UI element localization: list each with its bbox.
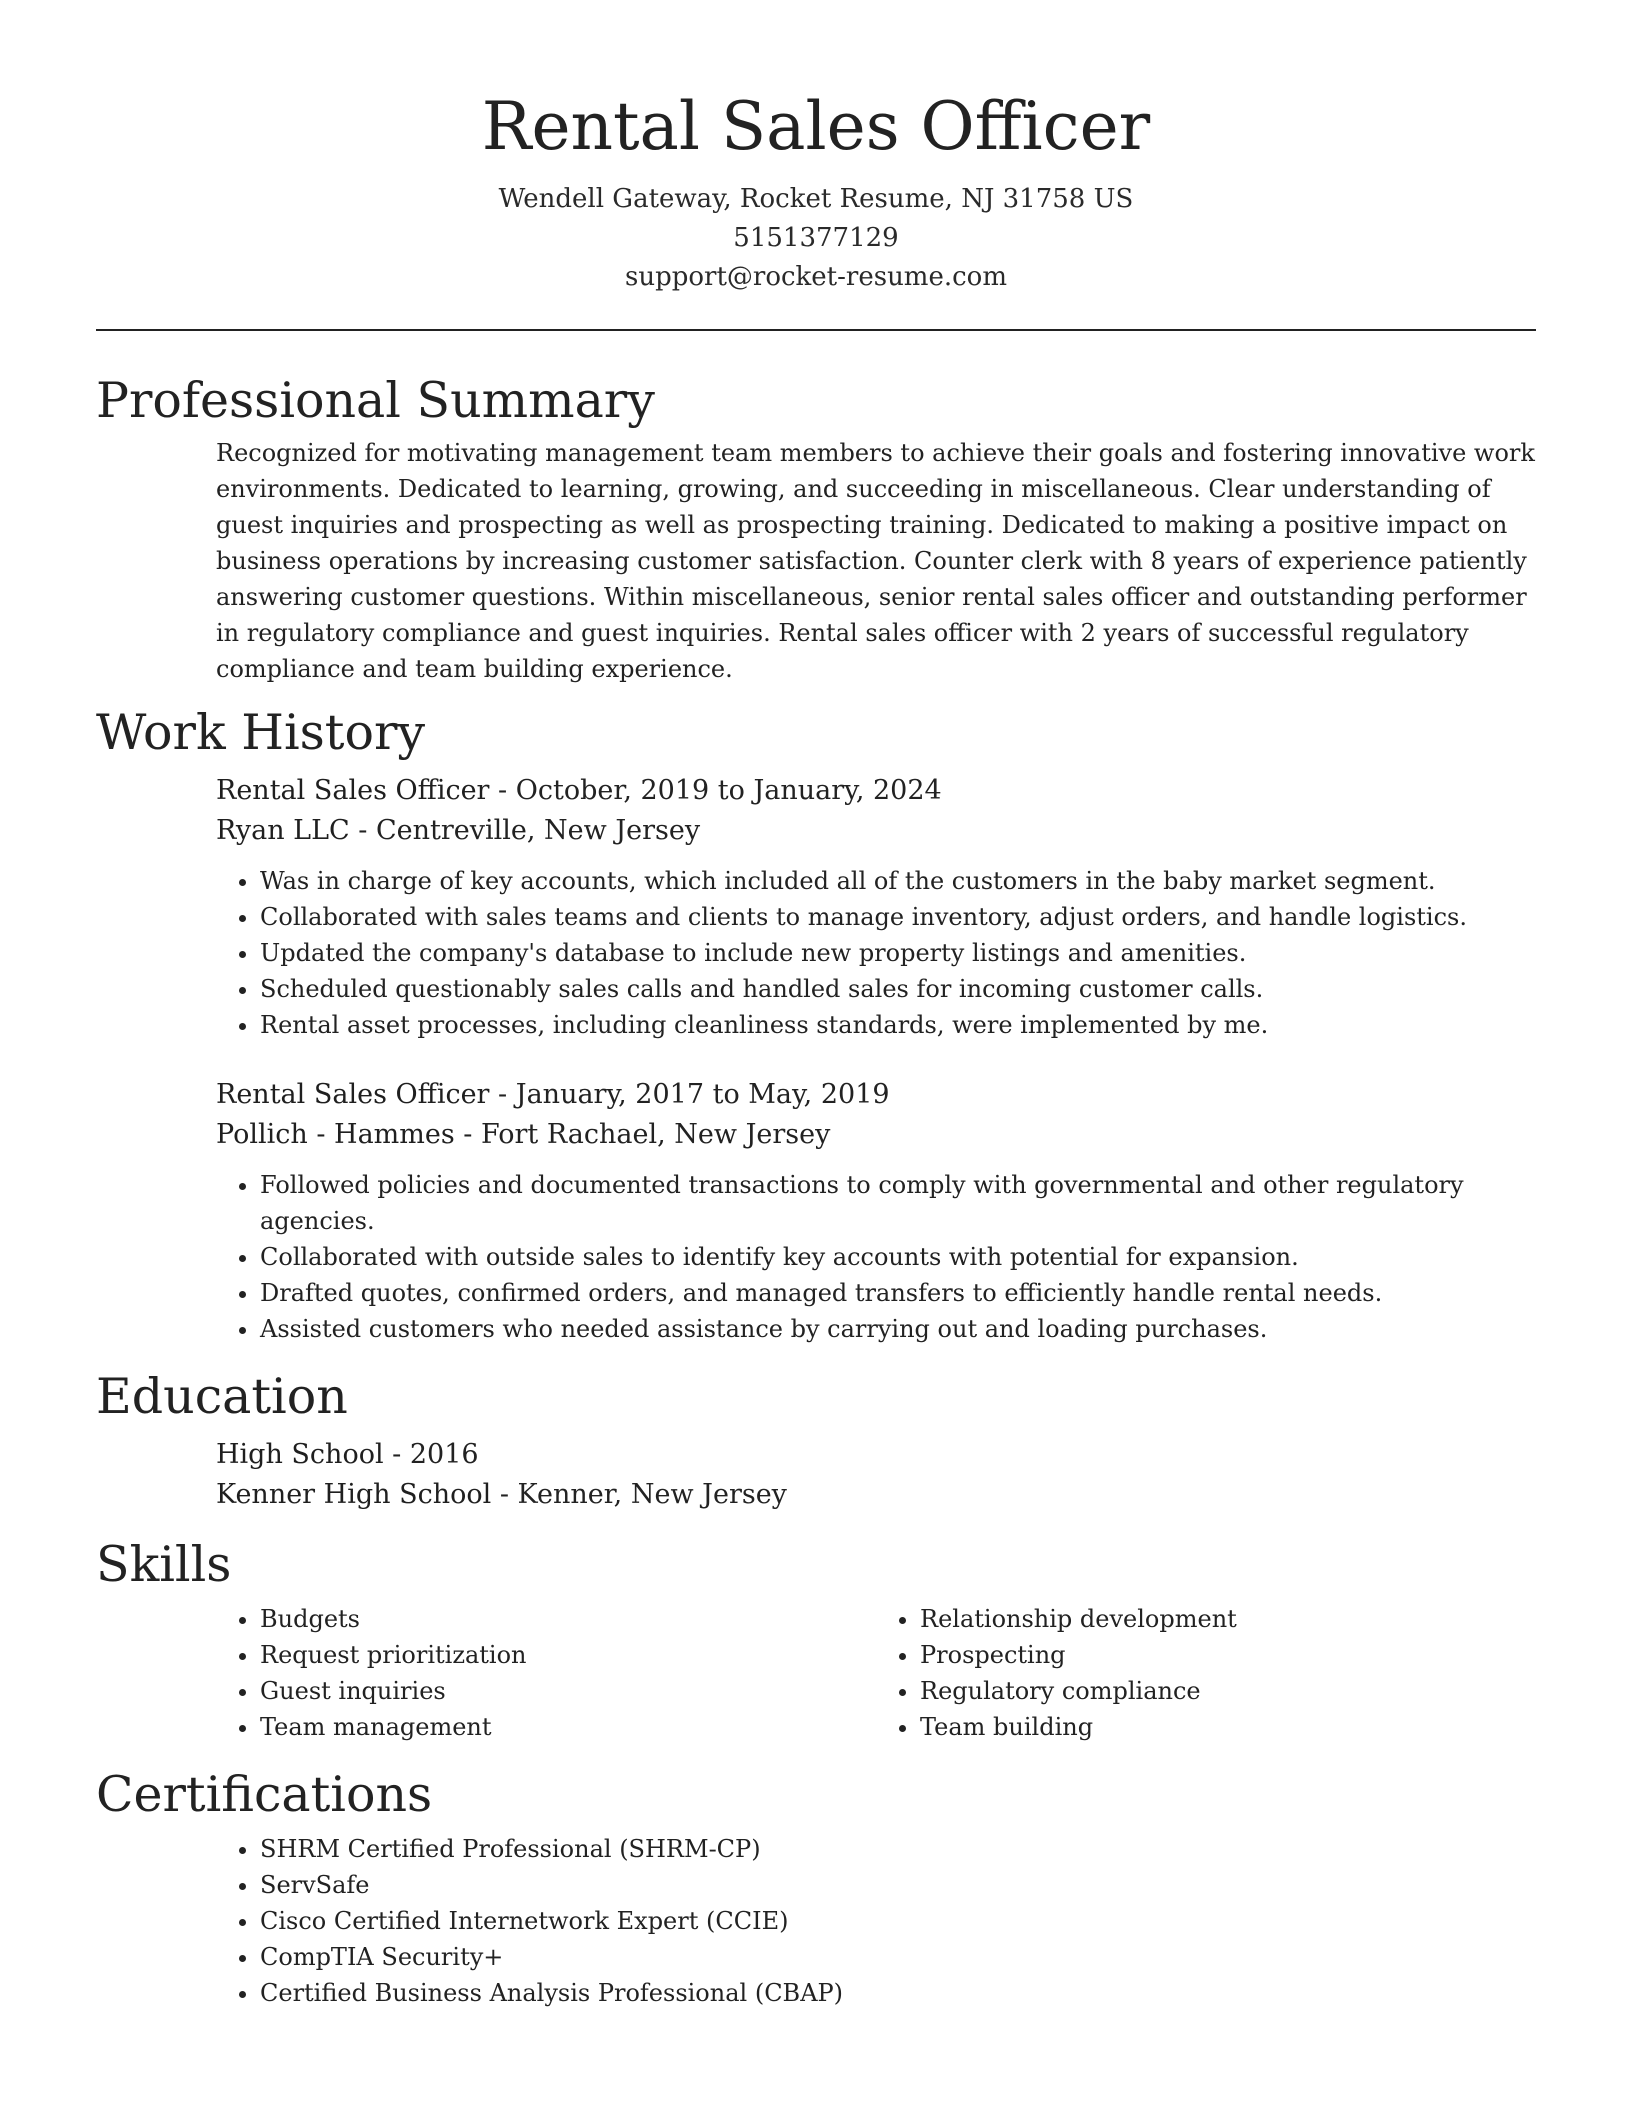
- resume-name: Rental Sales Officer: [481, 88, 1151, 165]
- resume-header: [96, 0, 1536, 297]
- summary-text: Recognized for motivating management team members to achieve their goals and fostering innovative work environments. Dedicated to learning, growing, and succeeding in miscellaneous. Clear understanding of guest inquiries and prospecting as well as prospecting training. Dedicated to making a positive impact on business operations by increasing customer satisfaction. Counter clerk with 8 years of experience patiently answering customer questions. Within miscellaneous, senior rental sales officer and outstanding performer in regulatory compliance and guest inquiries. Rental sales officer with 2 years of successful regulatory compliance and team building experience.: [216, 439, 1535, 683]
- job-bullet: • Assisted customers who needed assistance by carrying out and loading purchases.: [260, 1311, 1536, 1347]
- summary-title: Professional Summary: [96, 372, 655, 429]
- education-section: [96, 1365, 1536, 1515]
- certifications-title: Certifications: [96, 1766, 433, 1823]
- education-degree-line: [216, 1435, 1536, 1475]
- skills-columns: [216, 1601, 1536, 1745]
- job-entry: [216, 771, 1536, 1043]
- contact-address: Wendell Gateway, Rocket Resume, NJ 31758 US: [498, 184, 1134, 214]
- job-role: Rental Sales Officer: [216, 1079, 490, 1110]
- certifications-list: [216, 1831, 1536, 2011]
- skills-list-right: [876, 1601, 1536, 1745]
- contact-block: [96, 180, 1536, 297]
- skill-item: • Team building: [920, 1709, 1536, 1745]
- contact-phone: 5151377129: [733, 223, 899, 253]
- job-company-line: [216, 1115, 1536, 1155]
- certification-item: • Cisco Certified Internetwork Expert (CCIE): [260, 1903, 1536, 1939]
- job-company-line: [216, 811, 1536, 851]
- resume-page: [96, 0, 1536, 2011]
- job-location: - Centreville, New Jersey: [349, 815, 701, 846]
- job-bullet: • Scheduled questionably sales calls and handled sales for incoming customer calls.: [260, 971, 1536, 1007]
- education-year: - 2016: [383, 1439, 479, 1470]
- job-location: - Fort Rachael, New Jersey: [454, 1119, 831, 1150]
- job-bullet: • Was in charge of key accounts, which included all of the customers in the baby market segment.: [260, 863, 1536, 899]
- job-company: Ryan LLC: [216, 815, 350, 846]
- education-school-line: [216, 1475, 1536, 1515]
- job-dates: - January, 2017 to May, 2019: [489, 1079, 890, 1110]
- skills-section: [96, 1533, 1536, 1745]
- job-bullet: • Updated the company's database to include new property listings and amenities.: [260, 935, 1536, 971]
- skill-item: • Prospecting: [920, 1637, 1536, 1673]
- contact-email: support@rocket-resume.com: [624, 262, 1007, 292]
- skill-item: • Team management: [260, 1709, 876, 1745]
- job-title-line: [216, 771, 1536, 811]
- job-dates: - October, 2019 to January, 2024: [489, 775, 942, 806]
- job-title-line: [216, 1075, 1536, 1115]
- education-location: - Kenner, New Jersey: [491, 1479, 787, 1510]
- job-bullet: • Drafted quotes, confirmed orders, and managed transfers to efficiently handle rental needs.: [260, 1275, 1536, 1311]
- skill-item: • Budgets: [260, 1601, 876, 1637]
- job-role: Rental Sales Officer: [216, 775, 490, 806]
- job-bullet: • Collaborated with outside sales to identify key accounts with potential for expansion.: [260, 1239, 1536, 1275]
- work-title: Work History: [96, 704, 426, 761]
- skills-list-left: [216, 1601, 876, 1745]
- certification-item: • Certified Business Analysis Professional (CBAP): [260, 1975, 1536, 2011]
- education-title: Education: [96, 1368, 348, 1425]
- skill-item: • Guest inquiries: [260, 1673, 876, 1709]
- skill-item: • Relationship development: [920, 1601, 1536, 1637]
- skill-item: • Request prioritization: [260, 1637, 876, 1673]
- job-company: Pollich - Hammes: [216, 1119, 455, 1150]
- certifications-section: [96, 1763, 1536, 2011]
- education-school: Kenner High School: [216, 1479, 492, 1510]
- certification-item: • CompTIA Security+: [260, 1939, 1536, 1975]
- skill-item: • Regulatory compliance: [920, 1673, 1536, 1709]
- job-bullets: [216, 1167, 1536, 1347]
- education-degree: High School: [216, 1439, 384, 1470]
- job-bullet: • Collaborated with sales teams and clients to manage inventory, adjust orders, and handle logistics.: [260, 899, 1536, 935]
- job-bullet: • Rental asset processes, including cleanliness standards, were implemented by me.: [260, 1007, 1536, 1043]
- job-entry: [216, 1075, 1536, 1347]
- certification-item: • ServSafe: [260, 1867, 1536, 1903]
- summary-section: [96, 369, 1536, 687]
- job-bullets: [216, 863, 1536, 1043]
- skills-title: Skills: [96, 1536, 232, 1593]
- header-divider: [96, 329, 1536, 331]
- job-bullet: • Followed policies and documented transactions to comply with governmental and other regulatory agencies.: [260, 1167, 1536, 1239]
- certification-item: • SHRM Certified Professional (SHRM-CP): [260, 1831, 1536, 1867]
- work-section: [96, 701, 1536, 1347]
